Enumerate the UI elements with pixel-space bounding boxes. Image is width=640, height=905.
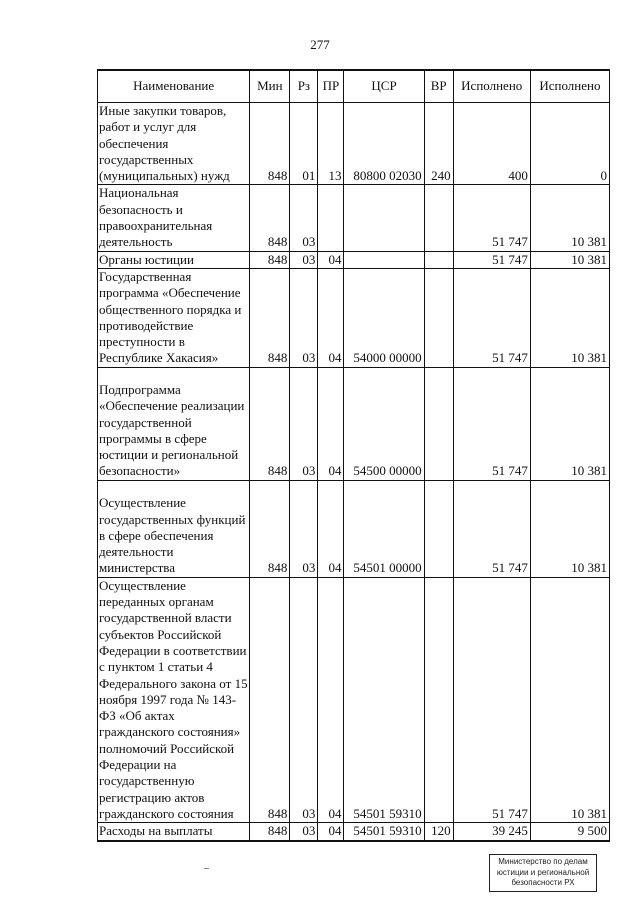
row-executed-1: 400 — [453, 103, 530, 185]
table-row — [98, 185, 610, 251]
row-csr: 54000 00000 — [344, 268, 424, 367]
row-rz: 01 — [290, 103, 318, 185]
budget-execution-table — [97, 69, 610, 842]
table-row — [98, 577, 610, 822]
row-name: Осуществление переданных органам государственной власти субъектов Российской Федерации в соответствии с пунктом 1 статьи 4 Федерального закона от 15 ноября 1997 года № 143-ФЗ «Об актах гражданского состояния» полномочий Российской Федерации на государственную регистрацию актов гражданского состояния — [98, 577, 250, 822]
row-vr — [424, 251, 453, 268]
row-pr: 13 — [318, 103, 344, 185]
row-vr: 240 — [424, 103, 453, 185]
row-name: Органы юстиции — [98, 251, 250, 268]
row-pr: 04 — [318, 251, 344, 268]
row-executed-1: 51 747 — [453, 577, 530, 822]
row-csr: 54501 59310 — [344, 577, 424, 822]
header-rz: Рз — [290, 70, 318, 103]
row-executed-2: 10 381 — [530, 577, 609, 822]
row-vr — [424, 185, 453, 251]
header-name: Наименование — [98, 70, 250, 103]
row-rz: 03 — [290, 185, 318, 251]
stamp-line: безопасности РХ — [511, 878, 575, 887]
row-csr: 54501 59310 — [344, 823, 424, 841]
row-vr — [424, 268, 453, 367]
scan-speck — [204, 868, 209, 869]
row-csr: 54501 00000 — [344, 480, 424, 577]
row-executed-2: 10 381 — [530, 185, 609, 251]
row-pr: 04 — [318, 268, 344, 367]
row-rz: 03 — [290, 823, 318, 841]
row-rz: 03 — [290, 367, 318, 480]
ministry-stamp — [489, 854, 597, 892]
table-row — [98, 251, 610, 268]
row-executed-1: 51 747 — [453, 185, 530, 251]
stamp-line: юстиции и региональной — [496, 867, 590, 877]
row-pr: 04 — [318, 480, 344, 577]
row-executed-2: 0 — [530, 103, 609, 185]
row-min: 848 — [250, 103, 290, 185]
row-min: 848 — [250, 367, 290, 480]
row-min: 848 — [250, 577, 290, 822]
row-vr — [424, 577, 453, 822]
row-rz: 03 — [290, 577, 318, 822]
row-min: 848 — [250, 823, 290, 841]
row-pr: 04 — [318, 577, 344, 822]
row-vr — [424, 367, 453, 480]
row-vr — [424, 480, 453, 577]
row-csr: 54500 00000 — [344, 367, 424, 480]
table-row — [98, 367, 610, 480]
header-pr: ПР — [318, 70, 344, 103]
row-vr: 120 — [424, 823, 453, 841]
row-name: Национальная безопасность и правоохранительная деятельность — [98, 185, 250, 251]
header-executed-1: Исполнено — [453, 70, 530, 103]
row-executed-1: 51 747 — [453, 480, 530, 577]
row-rz: 03 — [290, 251, 318, 268]
row-executed-2: 9 500 — [530, 823, 609, 841]
table-header-row — [98, 70, 610, 103]
row-executed-1: 51 747 — [453, 251, 530, 268]
stamp-line: Министерство по делам — [498, 857, 588, 866]
row-name: Подпрограмма «Обеспечение реализации государственной программы в сфере юстиции и региональной безопасности» — [98, 367, 250, 480]
header-vr: ВР — [424, 70, 453, 103]
row-name: Иные закупки товаров, работ и услуг для обеспечения государственных (муниципальных) нужд — [98, 103, 250, 185]
row-rz: 03 — [290, 480, 318, 577]
row-executed-2: 10 381 — [530, 480, 609, 577]
table-row — [98, 823, 610, 841]
row-csr — [344, 185, 424, 251]
row-executed-1: 51 747 — [453, 268, 530, 367]
row-name: Государственная программа «Обеспечение общественного порядка и противодействие преступности в Республике Хакасия» — [98, 268, 250, 367]
table-row — [98, 103, 610, 185]
header-csr: ЦСР — [344, 70, 424, 103]
row-csr — [344, 251, 424, 268]
row-min: 848 — [250, 268, 290, 367]
row-executed-2: 10 381 — [530, 367, 609, 480]
row-pr: 04 — [318, 367, 344, 480]
row-pr: 04 — [318, 823, 344, 841]
row-pr — [318, 185, 344, 251]
row-executed-2: 10 381 — [530, 268, 609, 367]
row-min: 848 — [250, 251, 290, 268]
row-name: Расходы на выплаты — [98, 823, 250, 841]
row-min: 848 — [250, 480, 290, 577]
page-number: 277 — [310, 37, 330, 52]
table-row — [98, 268, 610, 367]
row-rz: 03 — [290, 268, 318, 367]
table-row — [98, 480, 610, 577]
row-name: Осуществление государственных функций в сфере обеспечения деятельности министерства — [98, 480, 250, 577]
row-min: 848 — [250, 185, 290, 251]
header-executed-2: Исполнено — [530, 70, 609, 103]
row-executed-2: 10 381 — [530, 251, 609, 268]
row-executed-1: 39 245 — [453, 823, 530, 841]
row-executed-1: 51 747 — [453, 367, 530, 480]
row-csr: 80800 02030 — [344, 103, 424, 185]
header-min: Мин — [250, 70, 290, 103]
